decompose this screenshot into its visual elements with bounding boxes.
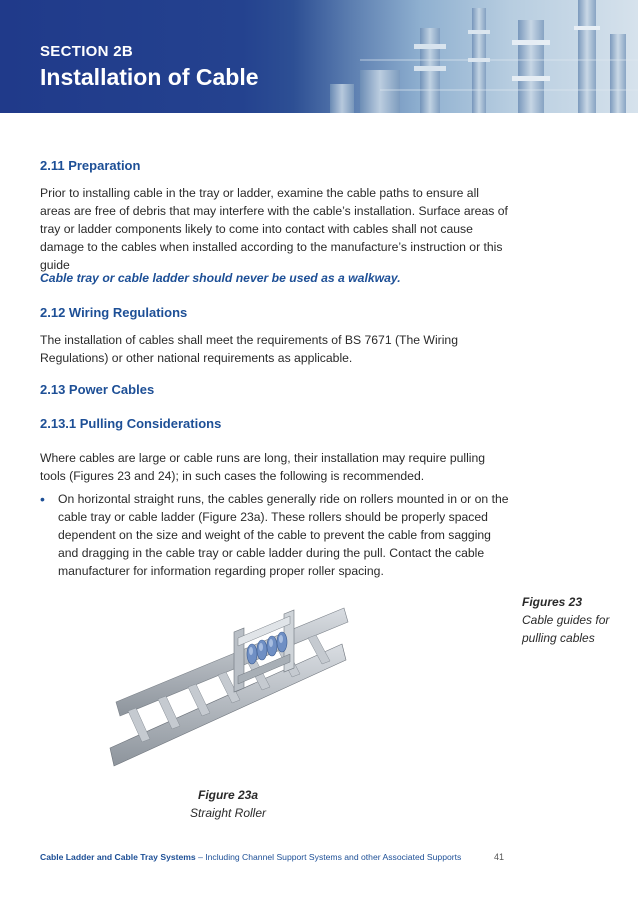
section-title: Installation of Cable <box>40 64 259 90</box>
heading-pulling-considerations: 2.13.1 Pulling Considerations <box>40 416 222 431</box>
paragraph-wiring-regulations: The installation of cables shall meet the requirements of BS 7671 (The Wiring Regulations) or other national requirements as applicable. <box>40 333 458 365</box>
walkway-warning: Cable tray or cable ladder should never be used as a walkway. <box>40 271 401 285</box>
heading-preparation: 2.11 Preparation <box>40 158 141 173</box>
heading-wiring-regulations: 2.12 Wiring Regulations <box>40 305 188 320</box>
footer-title: Cable Ladder and Cable Tray Systems <box>40 852 196 862</box>
header-banner <box>0 0 638 113</box>
figure-title: Figure 23a <box>197 788 259 802</box>
bullet-item: On horizontal straight runs, the cables generally ride on rollers mounted in or on the cable tray or cable ladder (Figure 23a). These rollers should be properly spaced dependent on the size and weight of the cable to prevent the cable from sagging and dragging in the cable tray or cable ladder during the pull. Contact the cable manufacturer for information regarding proper roller spacing. <box>58 492 509 578</box>
figure-subtitle: Straight Roller <box>189 806 267 820</box>
section-label: SECTION 2B <box>40 43 134 60</box>
page-number: 41 <box>494 852 505 862</box>
side-figure-caption <box>522 593 622 647</box>
heading-power-cables: 2.13 Power Cables <box>40 382 155 397</box>
side-figure-text: Cable guides for pulling cables <box>522 613 610 645</box>
bullet-icon: • <box>40 491 45 507</box>
figure-caption <box>160 786 296 822</box>
side-figure-title: Figures 23 <box>522 595 583 609</box>
paragraph-preparation: Prior to installing cable in the tray or ladder, examine the cable paths to ensure all areas are free of debris that may interfere with the cable’s installation. Surface areas of tray or ladder components likely to come into contact with cables shall not cause damage to the cables when installed according to the manufacture’s instruction or this guide <box>40 186 508 272</box>
footer-subtitle: – Including Channel Support Systems and other Associated Supports <box>195 852 462 862</box>
cable-ladder-roller-illustration <box>106 598 352 776</box>
page-footer <box>40 852 560 862</box>
paragraph-pulling: Where cables are large or cable runs are long, their installation may require pulling tools (Figures 23 and 24); in such cases the following is recommended. <box>40 451 486 483</box>
